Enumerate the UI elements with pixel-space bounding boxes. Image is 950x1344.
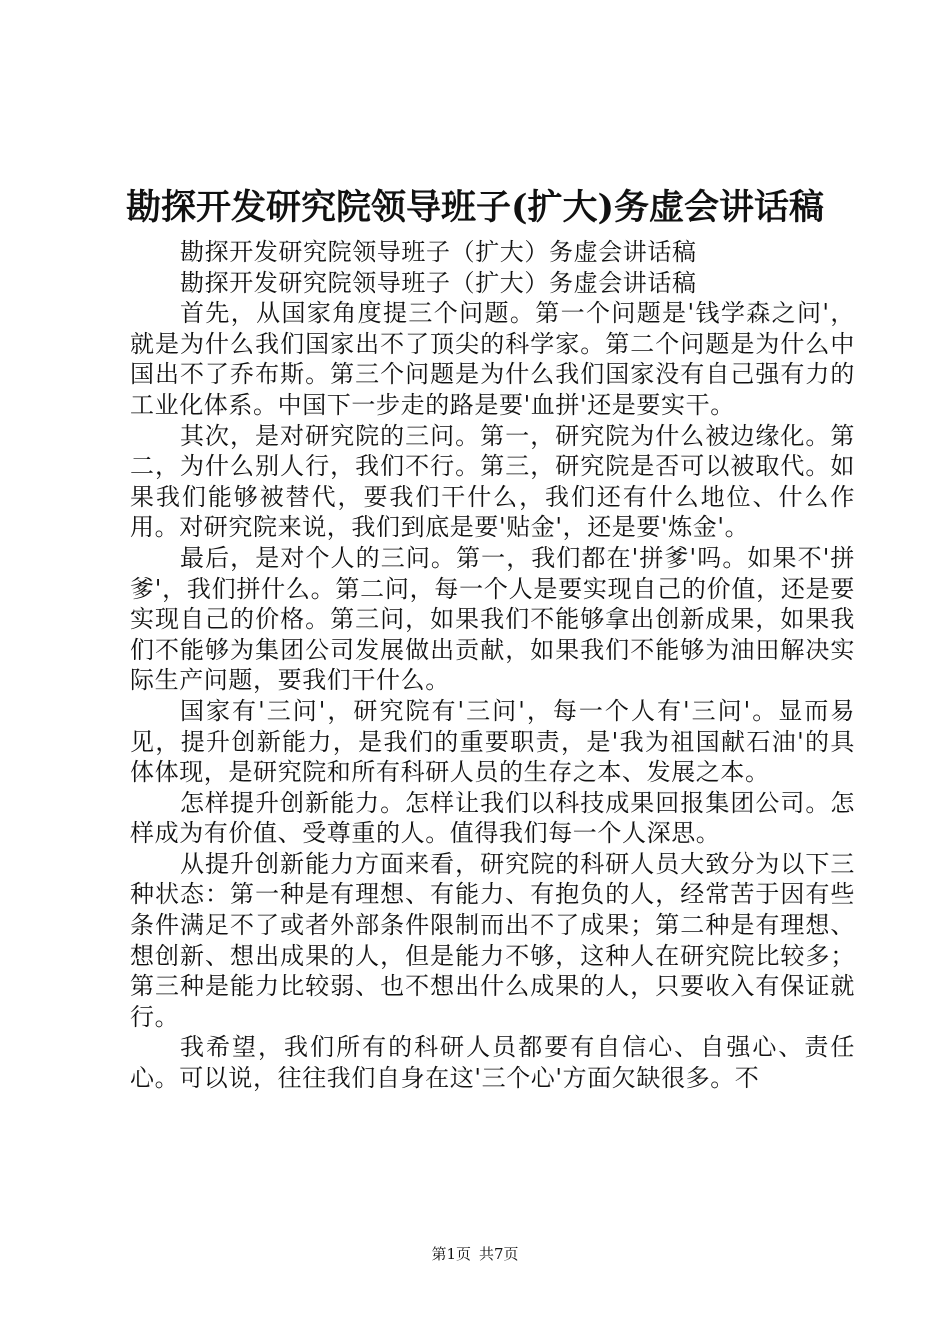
paragraph: 勘探开发研究院领导班子（扩大）务虚会讲话稿	[180, 238, 697, 266]
document-body	[130, 237, 855, 1094]
paragraph: 怎样提升创新能力。怎样让我们以科技成果回报集团公司。怎样成为有价值、受尊重的人。值得我们每一个人深思。	[130, 788, 855, 848]
paragraph: 我希望，我们所有的科研人员都要有自信心、自强心、责任心。可以说，往往我们自身在这'三个心'方面欠缺很多。不	[130, 1033, 855, 1093]
page-total: 共7页	[479, 1245, 519, 1263]
page-footer	[0, 1243, 950, 1265]
paragraph: 国家有'三问'，研究院有'三问'，每一个人有'三问'。显而易见，提升创新能力，是我们的重要职责，是'我为祖国献石油'的具体体现，是研究院和所有科研人员的生存之本、发展之本。	[130, 696, 855, 787]
paragraph: 从提升创新能力方面来看，研究院的科研人员大致分为以下三种状态：第一种是有理想、有能力、有抱负的人，经常苦于因有些条件满足不了或者外部条件限制而出不了成果；第二种是有理想、想创新、想出成果的人，但是能力不够，这种人在研究院比较多；第三种是能力比较弱、也不想出什么成果的人，只要收入有保证就行。	[130, 849, 855, 1031]
document-title: 勘探开发研究院领导班子(扩大)务虚会讲话稿	[125, 187, 825, 228]
paragraph: 首先，从国家角度提三个问题。第一个问题是'钱学森之问'，就是为什么我们国家出不了顶尖的科学家。第二个问题是为什么中国出不了乔布斯。第三个问题是为什么我们国家没有自己强有力的工业化体系。中国下一步走的路是要'血拼'还是要实干。	[130, 299, 855, 419]
paragraph: 勘探开发研究院领导班子（扩大）务虚会讲话稿	[180, 268, 697, 297]
paragraph: 其次，是对研究院的三问。第一，研究院为什么被边缘化。第二，为什么别人行，我们不行。第三，研究院是否可以被取代。如果我们能够被替代，要我们干什么，我们还有什么地位、什么作用。对研究院来说，我们到底是要'贴金'，还是要'炼金'。	[130, 421, 855, 542]
paragraph: 最后，是对个人的三问。第一，我们都在'拼爹'吗。如果不'拼爹'，我们拼什么。第二问，每一个人是要实现自己的价值，还是要实现自己的价格。第三问，如果我们不能够拿出创新成果，如果我们不能够为集团公司发展做出贡献，如果我们不能够为油田解决实际生产问题，要我们干什么。	[130, 543, 855, 695]
page-number: 第1页	[431, 1245, 471, 1263]
